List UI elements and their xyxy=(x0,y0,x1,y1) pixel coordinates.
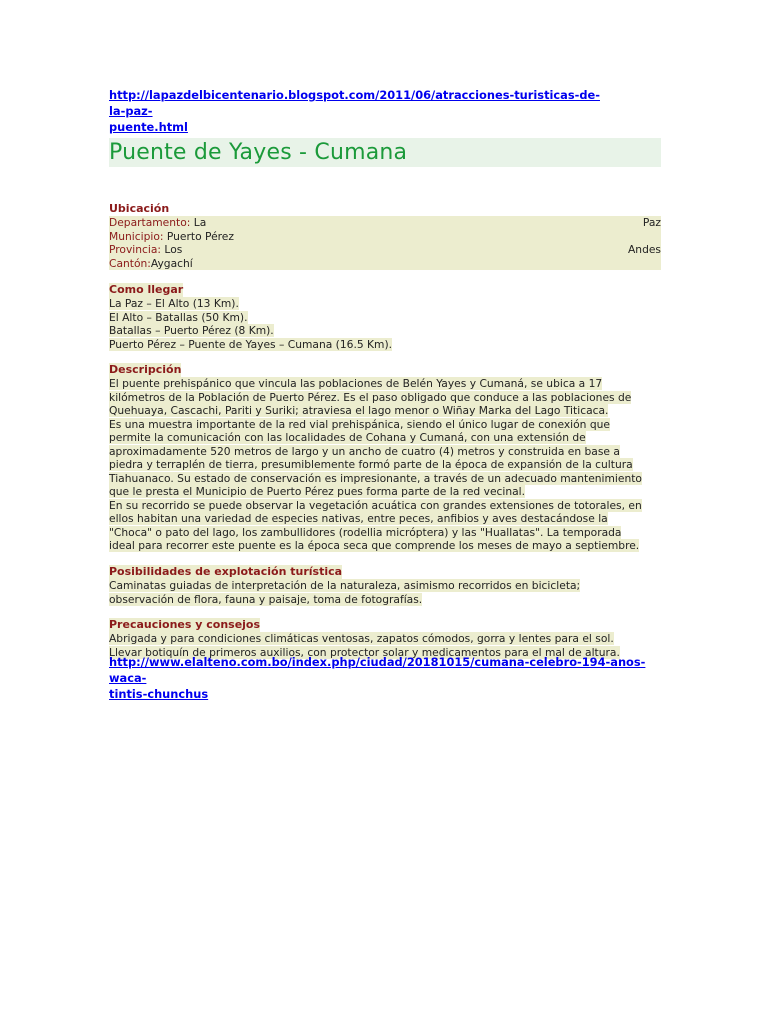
location-row xyxy=(109,243,661,257)
location-value: La xyxy=(190,216,207,229)
text-line: "Choca" o pato del lago, los zambullidores (rodellia micróptera) y las "Huallatas". La temporada xyxy=(109,525,622,539)
text-line: El Alto – Batallas (50 Km). xyxy=(109,310,248,324)
section-heading: Posibilidades de explotación turística xyxy=(109,565,343,578)
text-line: Puerto Pérez – Puente de Yayes – Cumana (16.5 Km). xyxy=(109,337,393,351)
location-row xyxy=(109,230,661,244)
text-line: piedra y terraplén de tierra, presumiblemente formó parte de la época de expansión de la cultura xyxy=(109,458,633,471)
location-value: Puerto Pérez xyxy=(163,229,234,243)
section-descripcion xyxy=(109,358,661,553)
section-precauciones xyxy=(109,613,661,659)
location-table xyxy=(109,216,661,270)
section-heading: Descripción xyxy=(109,363,182,376)
location-value-right: Andes xyxy=(627,243,661,256)
text-line: Quehuaya, Cascachi, Pariti y Suriki; atraviesa el lago menor o Wiñay Marka del Lago Titicaca. xyxy=(109,404,609,417)
source-link-top[interactable] xyxy=(109,87,609,135)
text-line: ellos habitan una variedad de especies nativas, entre peces, anfibios y aves destacándose la xyxy=(109,512,608,525)
link-line: tintis-chunchus xyxy=(109,687,209,701)
location-value: Aygachí xyxy=(150,256,193,270)
text-line: aproximadamente 520 metros de largo y un ancho de cuatro (4) metros y construida en base a xyxy=(109,444,620,458)
location-value: Los xyxy=(161,243,183,256)
link-line: puente.html xyxy=(109,120,188,134)
text-line: Tiahuanaco. Su estado de conservación es impresionante, a través de un adecuado mantenimiento xyxy=(109,471,642,485)
section-como-llegar xyxy=(109,278,661,351)
text-line: ideal para recorrer este puente es la época seca que comprende los meses de mayo a septiembre. xyxy=(109,539,640,552)
section-heading: Como llegar xyxy=(109,283,184,296)
text-line: Es una muestra importante de la red vial prehispánica, siendo el único lugar de conexión que xyxy=(109,417,610,431)
text-line: En su recorrido se puede observar la vegetación acuática con grandes extensiones de totorales, en xyxy=(109,498,642,512)
link-line: http://www.elalteno.com.bo/index.php/ciudad/20181015/cumana-celebro-194-anos-waca- xyxy=(109,655,646,685)
text-line: La Paz – El Alto (13 Km). xyxy=(109,297,239,310)
text-line: observación de flora, fauna y paisaje, toma de fotografías. xyxy=(109,592,423,606)
source-link-bottom[interactable] xyxy=(109,654,661,702)
section-posibilidades xyxy=(109,560,661,606)
text-line: kilómetros de la Población de Puerto Pérez. Es el paso obligado que conduce a las poblaciones de xyxy=(109,390,632,404)
text-line: Caminatas guiadas de interpretación de la naturaleza, asimismo recorridos en bicicleta; xyxy=(109,579,581,592)
location-label: Cantón: xyxy=(109,256,151,270)
text-line: permite la comunicación con las localidades de Cohana y Cumaná, con una extensión de xyxy=(109,431,586,444)
location-label: Municipio: xyxy=(109,229,164,243)
page-title: Puente de Yayes - Cumana xyxy=(109,140,408,165)
location-label: Provincia: xyxy=(109,243,162,256)
text-line: El puente prehispánico que vincula las poblaciones de Belén Yayes y Cumaná, se ubica a 17 xyxy=(109,377,603,390)
location-row xyxy=(109,216,661,230)
location-row xyxy=(109,257,661,271)
link-line: http://lapazdelbicentenario.blogspot.com/2011/06/atracciones-turisticas-de-la-paz- xyxy=(109,88,600,118)
location-value-right: Paz xyxy=(642,216,661,229)
text-line: que le presta el Municipio de Puerto Pérez pues forma parte de la red vecinal. xyxy=(109,485,526,498)
section-heading: Ubicación xyxy=(109,202,170,215)
text-line: Abrigada y para condiciones climáticas ventosas, zapatos cómodos, gorra y lentes para el sol. xyxy=(109,632,614,645)
text-line: Batallas – Puerto Pérez (8 Km). xyxy=(109,324,274,337)
location-label: Departamento: xyxy=(109,216,191,229)
text-line: Llevar botiquín de primeros auxilios, con protector solar y medicamentos para el mal de altura. xyxy=(109,645,620,659)
section-ubicacion xyxy=(109,197,661,270)
section-heading: Precauciones y consejos xyxy=(109,618,261,631)
title-bar xyxy=(109,138,661,167)
